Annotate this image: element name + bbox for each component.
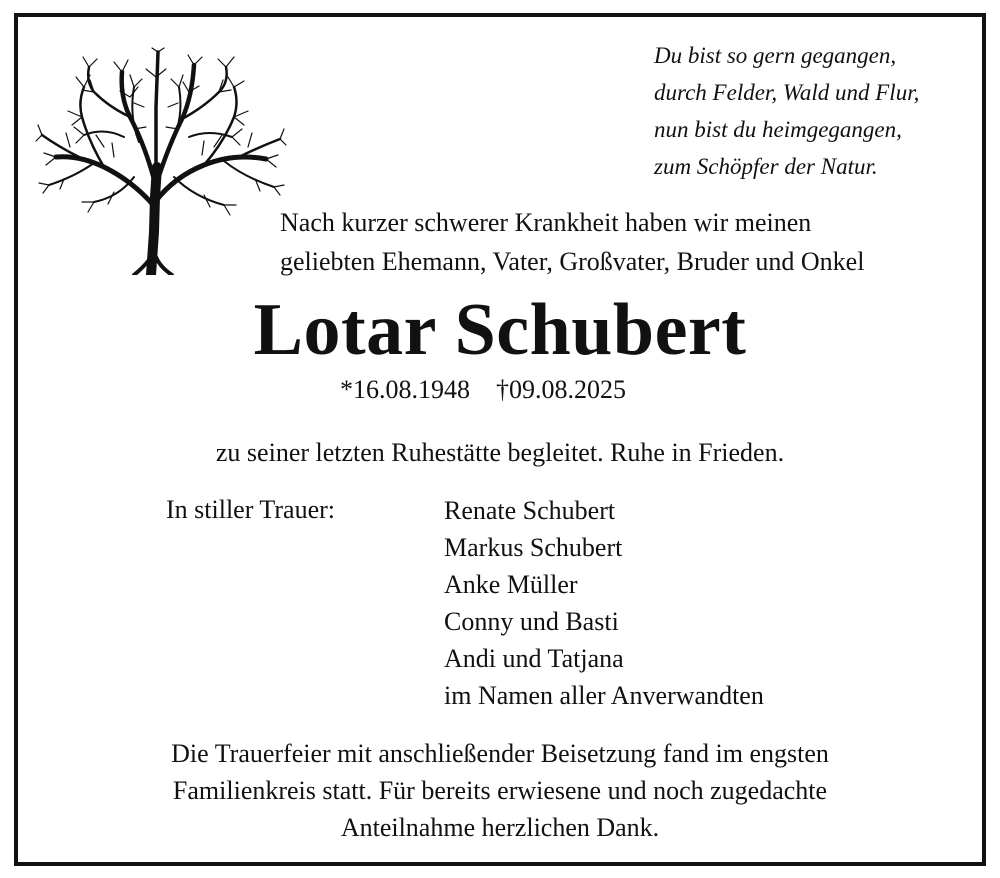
intro-line: Nach kurzer schwerer Krankheit haben wir meinen [280,208,812,237]
mourner-name: Anke Müller [444,570,578,599]
closing-line: Familienkreis statt. Für bereits erwiesene und noch zugedachte [172,776,828,805]
mourning-label: In stiller Trauer: [166,495,335,524]
closing-notice [18,735,982,846]
mourner-name: Conny und Basti [444,607,619,636]
announcement-intro [280,203,864,281]
mourner-name: im Namen aller Anverwandten [444,681,764,710]
closing-line: Die Trauerfeier mit anschließender Beisetzung fand im engsten [171,739,829,768]
intro-line: geliebten Ehemann, Vater, Großvater, Bruder und Onkel [280,247,865,276]
deceased-name: Lotar Schubert [253,289,747,371]
obituary-notice [14,13,986,866]
poem-line: Du bist so gern gegangen, [654,43,897,68]
mourner-name: Andi und Tatjana [444,644,624,673]
closing-line: Anteilnahme herzlichen Dank. [340,813,660,842]
mourners-list [444,492,764,714]
mourner-name: Renate Schubert [444,496,616,525]
burial-statement: zu seiner letzten Ruhestätte begleitet. Ruhe in Frieden. [215,438,785,467]
mourner-name: Markus Schubert [444,533,623,562]
birth-date: *16.08.1948 [340,375,470,404]
poem-line: nun bist du heimgegangen, [654,117,902,142]
death-date: †09.08.2025 [496,375,626,404]
poem-line: durch Felder, Wald und Flur, [654,80,920,105]
bare-tree-icon [34,47,288,275]
memorial-poem [654,37,974,185]
life-dates [340,373,626,407]
poem-line: zum Schöpfer der Natur. [654,154,878,179]
